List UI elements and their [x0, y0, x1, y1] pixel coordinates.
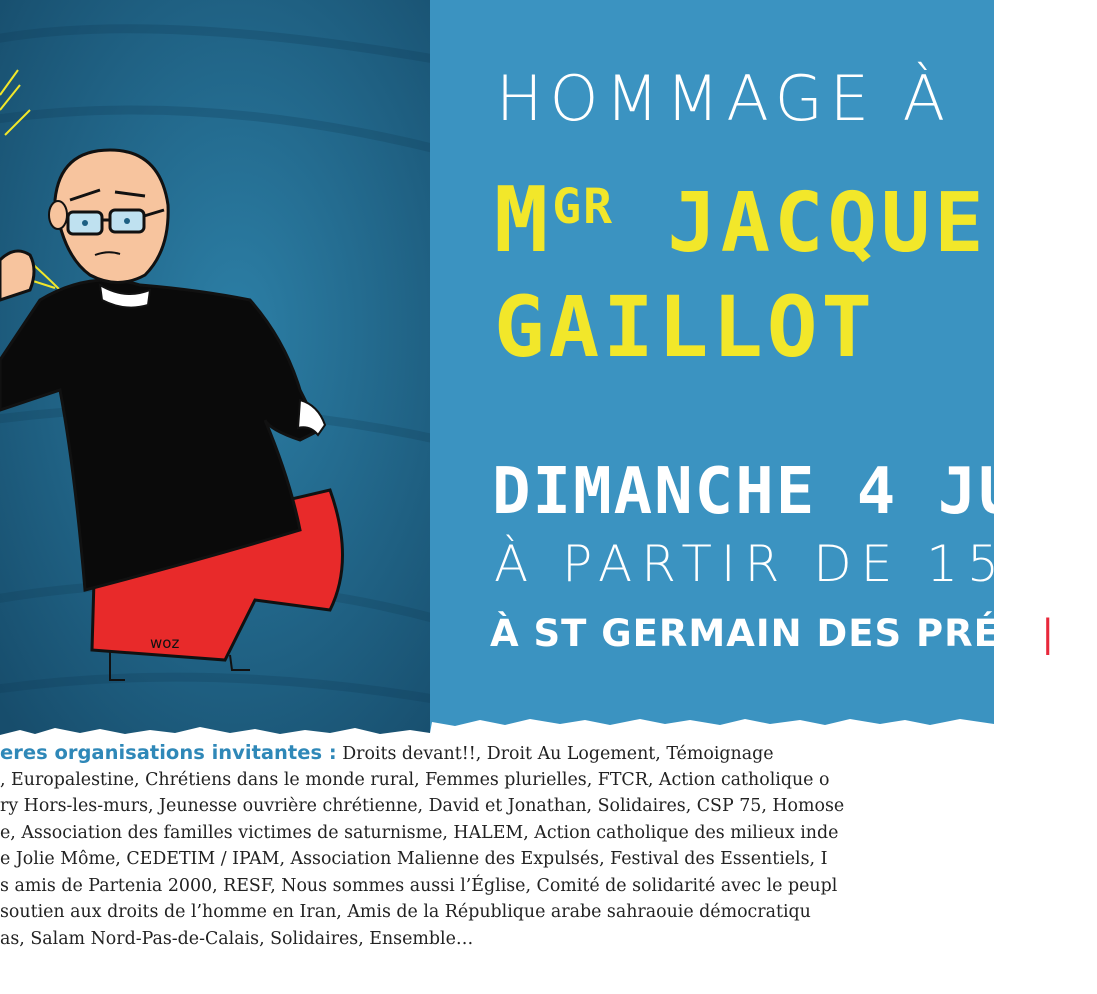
org-line-text: Droits devant!!, Droit Au Logement, Témoignage — [336, 744, 774, 764]
organisations-lead: eres organisations invitantes : — [0, 741, 337, 764]
event-place — [490, 612, 1097, 655]
org-line-5: e Jolie Môme, CEDETIM / IPAM, Association Malienne des Expulsés, Festival des Essentiels, I — [0, 849, 828, 869]
org-line-7: soutien aux droits de l’homme en Iran, Amis de la République arabe sahraouie démocratiqu — [0, 902, 811, 922]
org-line-6: s amis de Partenia 2000, RESF, Nous sommes aussi l’Église, Comité de solidarité avec le peupl — [0, 875, 838, 896]
org-line-3: ry Hors-les-murs, Jeunesse ouvrière chrétienne, David et Jonathan, Solidaires, CSP 75, Homose — [0, 796, 845, 816]
hommage-heading: HOMMAGE À — [496, 62, 953, 135]
org-line-8: as, Salam Nord-Pas-de-Calais, Solidaires, Ensemble… — [0, 928, 474, 949]
place-separator: | — [1041, 612, 1055, 655]
last-name: GAILLOT — [494, 278, 877, 376]
torn-paper-edge — [0, 700, 994, 745]
bishop-illustration — [0, 0, 430, 735]
right-eye — [124, 218, 130, 224]
name-line-1 — [494, 168, 988, 273]
mgr-superscript: GR — [552, 179, 614, 235]
org-line-2: , Europalestine, Chrétiens dans le monde rural, Femmes plurielles, FTCR, Action catholique o — [0, 769, 830, 790]
org-line-4: e, Association des familles victimes de saturnisme, HALEM, Action catholique des milieux inde — [0, 822, 839, 843]
event-time: À PARTIR DE 15H — [494, 535, 1055, 593]
first-name: JACQUE — [667, 176, 988, 271]
mgr-m: M — [494, 168, 553, 273]
org-line-1 — [0, 740, 774, 768]
bishop-drawing — [0, 0, 430, 735]
event-date: DIMANCHE 4 JU — [492, 455, 1019, 529]
place-right: P — [1068, 612, 1097, 655]
artist-signature: woz — [150, 634, 180, 652]
place-left: À ST GERMAIN DES PRÉS — [490, 612, 1028, 655]
bishop-ear — [49, 201, 67, 229]
left-eye — [82, 220, 88, 226]
